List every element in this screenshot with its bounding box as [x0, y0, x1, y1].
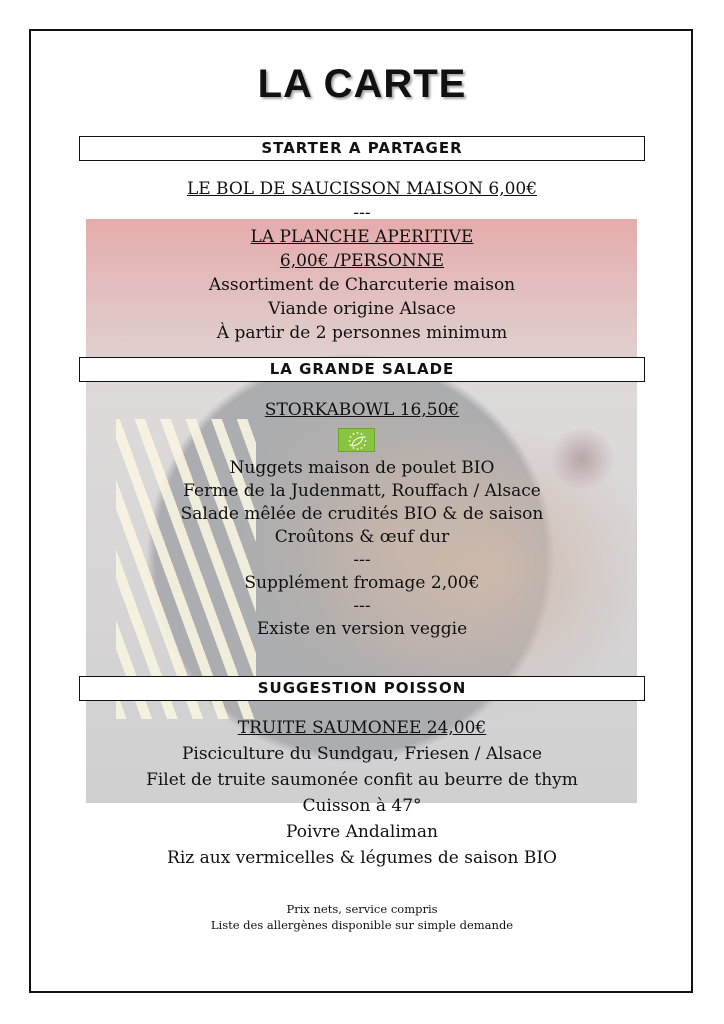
menu-item-supplement: Supplément fromage 2,00€: [244, 573, 480, 593]
menu-item-truite: TRUITE SAUMONEE 24,00€: [237, 718, 487, 738]
section-heading-starter: STARTER A PARTAGER: [79, 136, 645, 161]
menu-item-description: Viande origine Alsace: [268, 299, 456, 319]
section-heading-salade: LA GRANDE SALADE: [79, 357, 645, 382]
menu-item-description: Riz aux vermicelles & légumes de saison BIO: [167, 848, 557, 868]
page-title: LA CARTE: [257, 62, 467, 106]
section-heading-poisson: SUGGESTION POISSON: [79, 676, 645, 701]
menu-item-planche: LA PLANCHE APERITIVE: [250, 227, 474, 247]
menu-item-description: Filet de truite saumonée confit au beurre de thym: [146, 770, 578, 790]
menu-item-description: Croûtons & œuf dur: [274, 527, 450, 547]
menu-item-description: Ferme de la Judenmatt, Rouffach / Alsace: [183, 481, 541, 501]
menu-item-bol-saucisson: LE BOL DE SAUCISSON MAISON 6,00€: [186, 179, 538, 199]
menu-item-description: Pisciculture du Sundgau, Friesen / Alsace: [181, 744, 543, 764]
menu-item-description: À partir de 2 personnes minimum: [216, 323, 508, 343]
separator: ---: [353, 596, 371, 616]
menu-item-description: Poivre Andaliman: [286, 822, 438, 842]
separator: ---: [353, 550, 371, 570]
separator: ---: [353, 203, 371, 223]
footer-note: Prix nets, service compris: [286, 902, 438, 916]
menu-item-storkabowl: STORKABOWL 16,50€: [264, 400, 460, 420]
menu-item-description: Salade mêlée de crudités BIO & de saison: [180, 504, 544, 524]
menu-item-planche-price: 6,00€ /PERSONNE: [279, 251, 445, 271]
footer-note: Liste des allergènes disponible sur simple demande: [210, 918, 514, 932]
menu-item-description: Cuisson à 47°: [302, 796, 422, 816]
menu-item-veggie: Existe en version veggie: [256, 619, 468, 639]
eu-organic-leaf-icon: [338, 428, 375, 452]
menu-item-description: Nuggets maison de poulet BIO: [229, 458, 495, 478]
menu-item-description: Assortiment de Charcuterie maison: [208, 275, 516, 295]
